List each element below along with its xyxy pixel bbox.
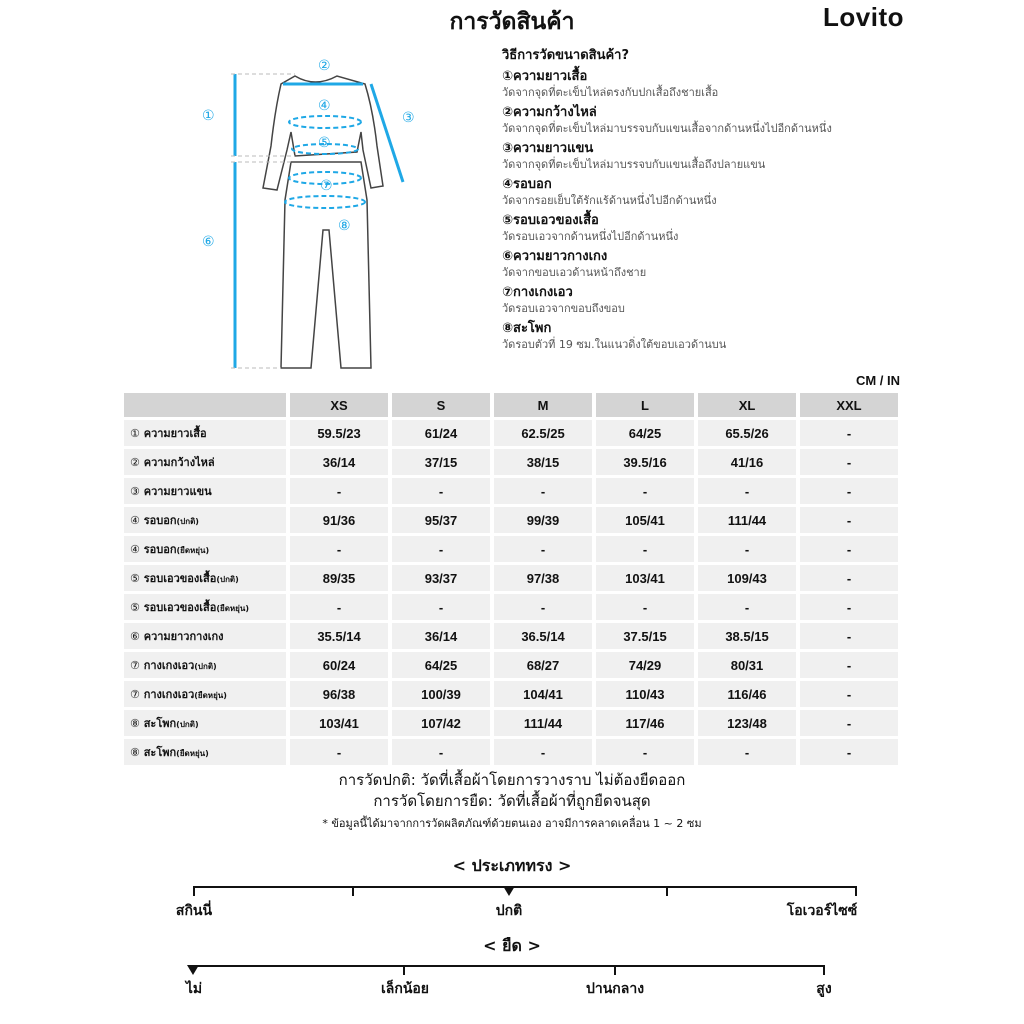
row-label bbox=[124, 536, 286, 562]
table-cell: 105/41 bbox=[596, 507, 694, 533]
row-label bbox=[124, 507, 286, 533]
size-header: M bbox=[494, 393, 592, 417]
table-cell: - bbox=[494, 739, 592, 765]
table-cell: - bbox=[290, 594, 388, 620]
note-stretch: การวัดโดยการยืด: วัดที่เสื้อผ้าที่ถูกยืดจนสุด bbox=[373, 792, 651, 810]
fit-tick bbox=[193, 886, 195, 896]
table-row bbox=[124, 594, 898, 620]
guide-item bbox=[502, 320, 922, 353]
table-cell: - bbox=[800, 594, 898, 620]
table-cell: 36/14 bbox=[392, 623, 490, 649]
table-cell: - bbox=[800, 623, 898, 649]
note-normal: การวัดปกติ: วัดที่เสื้อผ้าโดยการวางราบ ไม่ต้องยืดออก bbox=[338, 771, 686, 789]
row-label bbox=[124, 652, 286, 678]
table-cell: 103/41 bbox=[290, 710, 388, 736]
row-marker: ④ bbox=[130, 514, 140, 527]
row-marker: ③ bbox=[130, 485, 140, 498]
table-cell: 65.5/26 bbox=[698, 420, 796, 446]
row-marker: ① bbox=[130, 427, 140, 440]
guide-item bbox=[502, 212, 922, 245]
table-cell: 64/25 bbox=[392, 652, 490, 678]
stretch-label-medium: ปานกลาง bbox=[585, 981, 645, 997]
row-label-text: รอบอก bbox=[143, 514, 177, 527]
stretch-label-slight: เล็กน้อย bbox=[380, 981, 430, 997]
row-tag: (ยืดหยุ่น) bbox=[216, 604, 249, 613]
table-cell: 89/35 bbox=[290, 565, 388, 591]
row-tag: (ปกติ) bbox=[194, 662, 217, 671]
size-header: XXL bbox=[800, 393, 898, 417]
table-cell: 111/44 bbox=[698, 507, 796, 533]
stretch-scale-title: < ยืด > bbox=[483, 936, 541, 955]
table-cell: - bbox=[800, 710, 898, 736]
table-cell: 110/43 bbox=[596, 681, 694, 707]
table-cell: - bbox=[596, 739, 694, 765]
guide-item-title: ③ความยาวแขน bbox=[502, 141, 594, 156]
stretch-selected-pointer bbox=[187, 965, 199, 975]
note-disclaimer: * ข้อมูลนี้ได้มาจากการวัดผลิตภัณฑ์ด้วยตนเอง อาจมีการคลาดเคลื่อน 1 ~ 2 ซม bbox=[322, 817, 702, 830]
table-cell: 74/29 bbox=[596, 652, 694, 678]
stretch-label-none: ไม่ bbox=[185, 981, 203, 997]
table-cell: - bbox=[800, 652, 898, 678]
fit-label-skinny: สกินนี่ bbox=[175, 903, 213, 919]
guide-item-desc: วัดรอบเอวจากด้านหนึ่งไปอีกด้านหนึ่ง bbox=[502, 230, 679, 243]
table-cell: 60/24 bbox=[290, 652, 388, 678]
row-label bbox=[124, 565, 286, 591]
marker-5: ⑤ bbox=[318, 135, 331, 151]
fit-selected-pointer bbox=[503, 886, 515, 896]
table-cell: 59.5/23 bbox=[290, 420, 388, 446]
table-cell: 61/24 bbox=[392, 420, 490, 446]
row-label bbox=[124, 681, 286, 707]
row-marker: ⑥ bbox=[130, 630, 140, 643]
table-cell: 41/16 bbox=[698, 449, 796, 475]
table-cell: 117/46 bbox=[596, 710, 694, 736]
table-cell: 123/48 bbox=[698, 710, 796, 736]
row-marker: ⑤ bbox=[130, 601, 140, 614]
table-row bbox=[124, 710, 898, 736]
stretch-tick bbox=[403, 965, 405, 975]
table-cell: - bbox=[596, 594, 694, 620]
table-cell: 38.5/15 bbox=[698, 623, 796, 649]
row-marker: ④ bbox=[130, 543, 140, 556]
fit-tick bbox=[352, 886, 354, 896]
guide-item bbox=[502, 68, 922, 101]
table-cell: 97/38 bbox=[494, 565, 592, 591]
table-cell: 107/42 bbox=[392, 710, 490, 736]
table-cell: 111/44 bbox=[494, 710, 592, 736]
guide-item-title: ⑧สะโพก bbox=[502, 321, 552, 336]
table-cell: 99/39 bbox=[494, 507, 592, 533]
page-title: การวัดสินค้า bbox=[449, 9, 575, 35]
table-cell: - bbox=[494, 478, 592, 504]
guide-item-title: ④รอบอก bbox=[502, 177, 552, 192]
table-cell: - bbox=[800, 449, 898, 475]
row-tag: (ปกติ) bbox=[216, 575, 239, 584]
table-cell: 96/38 bbox=[290, 681, 388, 707]
marker-8: ⑧ bbox=[338, 218, 351, 234]
table-cell: - bbox=[698, 594, 796, 620]
table-cell: 37/15 bbox=[392, 449, 490, 475]
table-cell: - bbox=[596, 536, 694, 562]
row-label-text: รอบเอวของเสื้อ bbox=[143, 572, 217, 585]
table-cell: - bbox=[800, 478, 898, 504]
stretch-tick bbox=[614, 965, 616, 975]
guide-item bbox=[502, 104, 922, 137]
guide-item bbox=[502, 248, 922, 281]
table-cell: - bbox=[392, 739, 490, 765]
unit-label: CM / IN bbox=[855, 373, 900, 388]
row-label-text: ความยาวแขน bbox=[143, 485, 212, 498]
row-marker: ⑧ bbox=[130, 746, 140, 759]
table-cell: - bbox=[698, 478, 796, 504]
fit-tick bbox=[666, 886, 668, 896]
table-cell: 116/46 bbox=[698, 681, 796, 707]
fit-tick bbox=[855, 886, 857, 896]
table-cell: - bbox=[290, 478, 388, 504]
marker-7: ⑦ bbox=[320, 178, 333, 194]
table-cell: - bbox=[698, 536, 796, 562]
row-tag: (ยืดหยุ่น) bbox=[176, 546, 210, 555]
table-cell: 100/39 bbox=[392, 681, 490, 707]
guide-item bbox=[502, 284, 922, 317]
table-row bbox=[124, 565, 898, 591]
row-label bbox=[124, 623, 286, 649]
size-header: XS bbox=[290, 393, 388, 417]
table-cell: 93/37 bbox=[392, 565, 490, 591]
table-row bbox=[124, 623, 898, 649]
guide-item-desc: วัดจากจุดที่ตะเข็บไหล่ตรงกับปกเสื้อถึงชายเสื้อ bbox=[502, 86, 719, 99]
guide-item-title: ⑦กางเกงเอว bbox=[502, 285, 573, 300]
size-header: L bbox=[596, 393, 694, 417]
guide-item-desc: วัดรอบตัวที่ 19 ซม.ในแนวดิ่งใต้ขอบเอวด้านบน bbox=[502, 338, 727, 351]
guide-item bbox=[502, 140, 922, 173]
table-cell: - bbox=[800, 565, 898, 591]
guide-item-desc: วัดรอบเอวจากขอบถึงขอบ bbox=[502, 302, 625, 315]
stretch-scale-line bbox=[193, 965, 825, 967]
table-cell: - bbox=[392, 478, 490, 504]
row-tag: (ปกติ) bbox=[176, 517, 199, 526]
table-row bbox=[124, 478, 898, 504]
row-marker: ⑦ bbox=[130, 688, 140, 701]
size-chart-table bbox=[120, 390, 902, 768]
brand-logo: Lovito bbox=[823, 2, 904, 32]
table-cell: 68/27 bbox=[494, 652, 592, 678]
row-label bbox=[124, 594, 286, 620]
guide-item-desc: วัดจากจุดที่ตะเข็บไหล่มาบรรจบกับแขนเสื้อถึงปลายแขน bbox=[502, 158, 766, 171]
table-row bbox=[124, 739, 898, 765]
garment-illustration bbox=[195, 50, 435, 380]
row-tag: (ปกติ) bbox=[176, 720, 199, 729]
table-cell: 91/36 bbox=[290, 507, 388, 533]
table-row bbox=[124, 681, 898, 707]
table-cell: 104/41 bbox=[494, 681, 592, 707]
row-label-text: กางเกงเอว bbox=[143, 659, 195, 672]
size-header: XL bbox=[698, 393, 796, 417]
table-cell: 64/25 bbox=[596, 420, 694, 446]
table-row bbox=[124, 652, 898, 678]
guide-item-title: ①ความยาวเสื้อ bbox=[502, 69, 588, 84]
table-row bbox=[124, 420, 898, 446]
table-cell: 80/31 bbox=[698, 652, 796, 678]
table-cell: 62.5/25 bbox=[494, 420, 592, 446]
stretch-tick bbox=[823, 965, 825, 975]
table-cell: - bbox=[698, 739, 796, 765]
guide-item-desc: วัดจากจุดที่ตะเข็บไหล่มาบรรจบกับแขนเสื้อจากด้านหนึ่งไปอีกด้านหนึ่ง bbox=[502, 122, 832, 135]
row-tag: (ยืดหยุ่น) bbox=[176, 749, 209, 758]
row-label-text: รอบเอวของเสื้อ bbox=[143, 601, 217, 614]
row-label-text: ความยาวเสื้อ bbox=[143, 427, 207, 440]
table-cell: - bbox=[494, 536, 592, 562]
table-corner-cell bbox=[124, 393, 286, 417]
guide-item-desc: วัดจากขอบเอวด้านหน้าถึงชาย bbox=[502, 266, 647, 279]
table-cell: 37.5/15 bbox=[596, 623, 694, 649]
chest-ring bbox=[289, 116, 361, 128]
table-cell: 95/37 bbox=[392, 507, 490, 533]
fit-label-oversize: โอเวอร์ไซซ์ bbox=[786, 903, 858, 919]
table-cell: - bbox=[800, 420, 898, 446]
shirt-outline bbox=[263, 76, 383, 190]
measurement-notes bbox=[0, 770, 1024, 834]
table-cell: 39.5/16 bbox=[596, 449, 694, 475]
row-label bbox=[124, 478, 286, 504]
row-marker: ⑧ bbox=[130, 717, 140, 730]
row-label-text: สะโพก bbox=[143, 717, 177, 730]
table-cell: 36.5/14 bbox=[494, 623, 592, 649]
table-cell: 109/43 bbox=[698, 565, 796, 591]
row-marker: ② bbox=[130, 456, 140, 469]
table-header-row bbox=[124, 393, 898, 417]
table-cell: 38/15 bbox=[494, 449, 592, 475]
row-label-text: สะโพก bbox=[143, 746, 177, 759]
table-cell: - bbox=[800, 536, 898, 562]
row-marker: ⑤ bbox=[130, 572, 140, 585]
marker-6: ⑥ bbox=[202, 234, 215, 250]
row-tag: (ยืดหยุ่น) bbox=[194, 691, 227, 700]
fit-label-regular: ปกติ bbox=[495, 903, 523, 919]
table-cell: 103/41 bbox=[596, 565, 694, 591]
row-label-text: กางเกงเอว bbox=[143, 688, 195, 701]
size-header: S bbox=[392, 393, 490, 417]
fit-scale-title: < ประเภททรง > bbox=[452, 856, 572, 875]
guide-item bbox=[502, 176, 922, 209]
row-label bbox=[124, 449, 286, 475]
guide-heading: วิธีการวัดขนาดสินค้า? bbox=[502, 48, 630, 63]
marker-3: ③ bbox=[402, 110, 415, 126]
table-cell: - bbox=[800, 739, 898, 765]
row-label bbox=[124, 420, 286, 446]
table-row bbox=[124, 449, 898, 475]
table-row bbox=[124, 507, 898, 533]
row-label-text: ความยาวกางเกง bbox=[143, 630, 224, 643]
row-label bbox=[124, 710, 286, 736]
garment-diagram bbox=[195, 50, 435, 380]
table-cell: 36/14 bbox=[290, 449, 388, 475]
measure-guide bbox=[502, 44, 922, 353]
marker-2: ② bbox=[318, 58, 331, 74]
table-cell: - bbox=[800, 681, 898, 707]
table-cell: - bbox=[392, 536, 490, 562]
guide-item-title: ⑥ความยาวกางเกง bbox=[502, 249, 608, 264]
row-label bbox=[124, 739, 286, 765]
table-cell: 35.5/14 bbox=[290, 623, 388, 649]
guide-item-desc: วัดจากรอยเย็บใต้รักแร้ด้านหนึ่งไปอีกด้านหนึ่ง bbox=[502, 194, 717, 207]
table-cell: - bbox=[290, 739, 388, 765]
guide-item-title: ②ความกว้างไหล่ bbox=[502, 105, 597, 120]
table-row bbox=[124, 536, 898, 562]
row-label-text: รอบอก bbox=[143, 543, 177, 556]
fit-scale-line bbox=[193, 886, 857, 888]
row-marker: ⑦ bbox=[130, 659, 140, 672]
table-cell: - bbox=[800, 507, 898, 533]
table-cell: - bbox=[494, 594, 592, 620]
stretch-label-high: สูง bbox=[816, 981, 832, 997]
table-cell: - bbox=[596, 478, 694, 504]
marker-1: ① bbox=[202, 108, 215, 124]
row-label-text: ความกว้างไหล่ bbox=[143, 456, 215, 469]
hip-ring bbox=[285, 196, 365, 208]
guide-item-title: ⑤รอบเอวของเสื้อ bbox=[502, 213, 599, 228]
marker-4: ④ bbox=[318, 98, 331, 114]
table-cell: - bbox=[290, 536, 388, 562]
table-cell: - bbox=[392, 594, 490, 620]
